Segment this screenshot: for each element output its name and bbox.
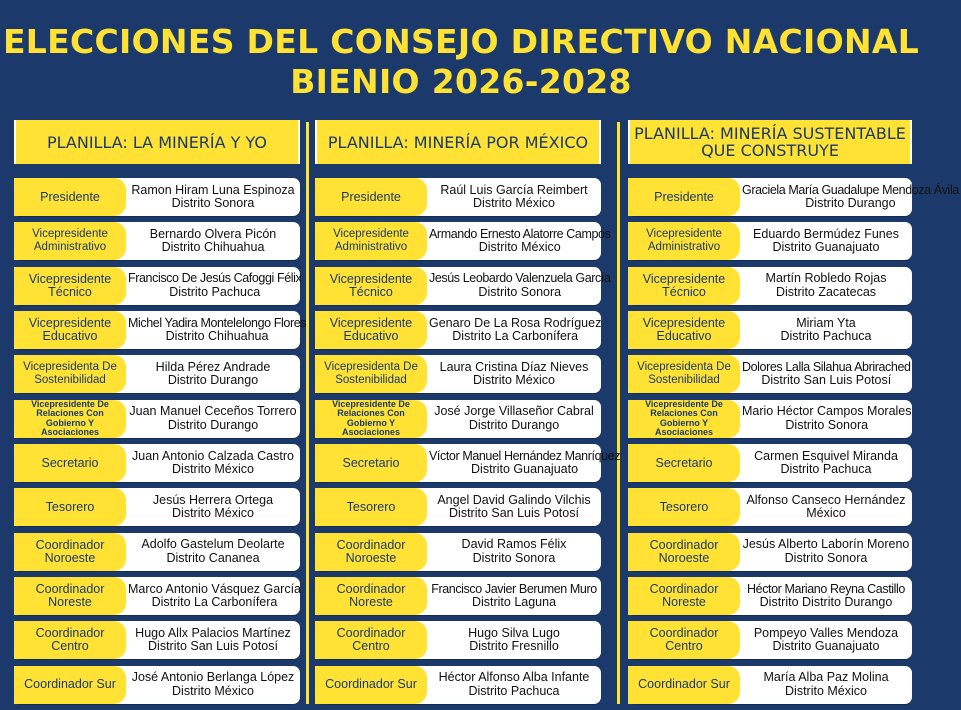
candidate-row xyxy=(14,178,300,216)
candidate-row xyxy=(14,666,300,704)
candidate-district: Distrito Sonora xyxy=(784,550,868,565)
candidate-info xyxy=(126,178,300,216)
candidate-info xyxy=(126,311,308,349)
candidate-name: José Jorge Villaseñor Cabral xyxy=(434,404,594,419)
slate-column-1 xyxy=(14,120,307,698)
candidate-row xyxy=(628,222,912,260)
position-label: Presidente xyxy=(315,178,427,216)
column-divider xyxy=(617,122,620,704)
candidate-row xyxy=(14,267,300,305)
candidate-name: Francisco Javier Berumen Muro xyxy=(431,581,597,596)
candidate-info xyxy=(126,444,300,482)
candidate-district: Distrito San Luis Potosí xyxy=(449,506,579,521)
position-label: Vicepresidente Administrativo xyxy=(14,222,126,260)
candidate-name: Francisco De Jesús Cafoggi Félix xyxy=(128,271,302,286)
position-label: Presidente xyxy=(14,178,126,216)
candidate-name: Raúl Luis García Reimbert xyxy=(440,182,588,197)
candidate-name: Marco Antonio Vásquez García xyxy=(128,581,302,596)
candidate-row xyxy=(315,444,621,482)
candidate-district: Distrito Durango xyxy=(805,196,896,210)
candidate-district: Distrito La Carbonífera xyxy=(452,329,579,344)
candidate-name: Bernardo Olvera Picón xyxy=(149,226,277,241)
candidate-district: Distrito Chihuahua xyxy=(165,329,269,344)
slate-header: PLANILLA: LA MINERÍA Y YO xyxy=(14,120,300,164)
position-label: Vicepresidente Técnico xyxy=(628,267,740,305)
candidate-row xyxy=(628,577,912,615)
candidate-district: Distrito México xyxy=(172,462,254,477)
candidate-row xyxy=(628,355,912,393)
candidate-row xyxy=(628,488,912,526)
position-label: Secretario xyxy=(14,444,126,482)
candidate-district: Distrito México xyxy=(172,506,254,521)
candidate-district: Distrito Laguna xyxy=(471,595,557,610)
candidate-name: Jesús Herrera Ortega xyxy=(152,492,274,507)
candidate-info xyxy=(740,533,912,571)
candidate-name: Hilda Pérez Andrade xyxy=(155,359,271,374)
candidate-info xyxy=(740,444,912,482)
candidate-name: Jesús Alberto Laborín Moreno xyxy=(742,537,910,552)
position-label: Vicepresidenta De Sostenibilidad xyxy=(628,355,740,393)
candidate-name: Angel David Galindo Vilchis xyxy=(437,492,591,507)
candidate-district: Distrito Fresnillo xyxy=(469,639,559,654)
candidate-info xyxy=(427,178,601,216)
candidate-name: Pompeyo Valles Mendoza xyxy=(753,625,899,640)
candidate-name: Martín Robledo Rojas xyxy=(765,271,887,286)
position-label: Coordinador Noroeste xyxy=(315,533,427,571)
candidate-name: María Alba Paz Molina xyxy=(763,670,889,685)
candidate-district: Distrito Sonora xyxy=(472,550,556,565)
candidate-row xyxy=(315,311,601,349)
candidate-name: Mario Héctor Campos Morales xyxy=(742,404,912,419)
position-label: Coordinador Centro xyxy=(315,621,427,659)
candidate-row xyxy=(315,178,601,216)
position-label: Secretario xyxy=(628,444,740,482)
candidate-district: Distrito Durango xyxy=(468,417,560,432)
position-label: Vicepresidente Administrativo xyxy=(315,222,427,260)
candidate-info xyxy=(126,222,300,260)
candidate-info xyxy=(427,621,601,659)
slate-rows xyxy=(315,178,621,710)
candidate-district: Distrito México xyxy=(478,240,561,255)
candidate-name: Miriam Yta xyxy=(796,315,856,330)
candidate-row xyxy=(315,267,611,305)
candidate-row xyxy=(14,311,307,349)
candidate-row xyxy=(628,178,959,216)
candidate-info xyxy=(126,621,300,659)
candidate-row xyxy=(315,400,601,438)
candidate-row xyxy=(628,621,912,659)
candidate-district: Distrito Pachuca xyxy=(468,683,560,698)
candidate-info xyxy=(427,400,601,438)
candidate-row xyxy=(628,444,912,482)
candidate-info xyxy=(740,400,914,438)
candidate-row xyxy=(628,400,912,438)
candidate-name: Ramon Hiram Luna Espinoza xyxy=(131,182,295,197)
slate-header: PLANILLA: MINERÍA POR MÉXICO xyxy=(315,120,601,164)
candidate-name: Genaro De La Rosa Rodríguez xyxy=(429,315,602,330)
candidate-district: Distrito México xyxy=(473,373,555,388)
candidate-district: Distrito San Luis Potosí xyxy=(148,639,278,654)
title-line-2: BIENIO 2026-2028 xyxy=(290,62,632,101)
candidate-info xyxy=(126,666,300,704)
candidate-row xyxy=(14,577,300,615)
position-label: Secretario xyxy=(315,444,427,482)
position-label: Coordinador Sur xyxy=(315,666,427,704)
candidate-info xyxy=(740,577,912,615)
position-label: Vicepresidente De Relaciones Con Gobierno Y Asociaciones xyxy=(14,400,126,438)
candidate-district: Distrito Sonora xyxy=(171,196,255,210)
candidate-name: Graciela María Guadalupe Mendoza Ávila xyxy=(742,182,959,197)
candidate-name: Laura Cristina Díaz Nieves xyxy=(439,359,589,374)
candidate-info xyxy=(740,488,912,526)
candidate-info xyxy=(740,178,961,216)
candidate-info xyxy=(740,222,912,260)
position-label: Coordinador Noreste xyxy=(315,577,427,615)
column-divider xyxy=(306,122,309,704)
candidate-district: Distrito Pachuca xyxy=(169,284,261,299)
candidate-info xyxy=(427,311,603,349)
candidate-info xyxy=(126,400,300,438)
position-label: Coordinador Noroeste xyxy=(628,533,740,571)
candidate-row xyxy=(315,533,601,571)
candidate-district: Distrito México xyxy=(785,683,867,698)
candidate-district: Distrito México xyxy=(172,683,254,698)
position-label: Coordinador Noroeste xyxy=(14,533,126,571)
candidate-row xyxy=(315,666,601,704)
candidate-district: Distrito San Luis Potosí xyxy=(761,373,892,388)
candidate-district: Distrito Durango xyxy=(167,373,259,388)
candidate-row xyxy=(14,355,300,393)
position-label: Vicepresidenta De Sostenibilidad xyxy=(14,355,126,393)
candidate-info xyxy=(126,355,300,393)
candidate-row xyxy=(315,488,601,526)
candidate-name: Alfonso Canseco Hernández xyxy=(746,492,906,507)
candidate-row xyxy=(14,621,300,659)
position-label: Vicepresidente Técnico xyxy=(315,267,427,305)
candidate-name: Héctor Mariano Reyna Castillo xyxy=(747,581,905,596)
position-label: Vicepresidente Educativo xyxy=(14,311,126,349)
candidate-district: Distrito Cananea xyxy=(166,550,260,565)
candidate-row xyxy=(628,533,912,571)
position-label: Coordinador Sur xyxy=(628,666,740,704)
position-label: Coordinador Sur xyxy=(14,666,126,704)
candidate-row xyxy=(628,666,912,704)
candidate-info xyxy=(427,355,601,393)
slate-column-2 xyxy=(315,120,621,698)
candidate-info xyxy=(427,577,601,615)
candidate-name: Hugo Allx Palacios Martínez xyxy=(135,625,291,640)
candidate-row xyxy=(628,311,912,349)
candidate-district: Distrito Sonora xyxy=(785,417,869,432)
position-label: Coordinador Noreste xyxy=(628,577,740,615)
candidate-district: Distrito Durango xyxy=(167,417,259,432)
candidate-district: Distrito Pachuca xyxy=(780,329,872,344)
candidate-row xyxy=(14,444,300,482)
position-label: Vicepresidente Técnico xyxy=(14,267,126,305)
candidate-info xyxy=(126,533,300,571)
page-title xyxy=(0,22,922,102)
candidate-info xyxy=(740,355,913,393)
candidate-row xyxy=(315,621,601,659)
candidate-name: Héctor Alfonso Alba Infante xyxy=(438,670,590,685)
candidate-name: Jesús Leobardo Valenzuela García xyxy=(429,271,611,286)
candidate-district: Distrito Guanajuato xyxy=(471,462,579,477)
slate-header: PLANILLA: MINERÍA SUSTENTABLE QUE CONSTRUYE xyxy=(628,120,912,164)
candidate-district: Distrito Pachuca xyxy=(780,462,872,477)
candidate-row xyxy=(14,488,300,526)
position-label: Vicepresidente De Relaciones Con Gobierno Y Asociaciones xyxy=(628,400,740,438)
candidate-district: Distrito México xyxy=(473,196,555,210)
slate-column-3 xyxy=(628,120,959,698)
candidate-row xyxy=(14,533,300,571)
candidate-info xyxy=(427,533,601,571)
candidate-district: Distrito Sonora xyxy=(478,284,562,299)
candidate-name: David Ramos Félix xyxy=(461,537,567,552)
slate-rows xyxy=(628,178,959,710)
position-label: Vicepresidente Educativo xyxy=(315,311,427,349)
candidate-district: Distrito Guanajuato xyxy=(772,639,880,654)
candidate-name: José Antonio Berlanga López xyxy=(131,670,295,685)
candidate-info xyxy=(740,666,912,704)
candidate-district: Distrito Zacatecas xyxy=(775,284,877,299)
candidate-district: Distrito Chihuahua xyxy=(161,240,265,255)
candidate-info xyxy=(126,488,300,526)
candidate-info xyxy=(740,621,912,659)
candidate-info xyxy=(427,666,601,704)
position-label: Tesorero xyxy=(14,488,126,526)
candidate-row xyxy=(315,577,601,615)
title-line-1: ELECCIONES DEL CONSEJO DIRECTIVO NACIONAL xyxy=(2,22,920,61)
position-label: Presidente xyxy=(628,178,740,216)
candidate-name: Juan Manuel Ceceños Torrero xyxy=(129,404,297,419)
position-label: Vicepresidente De Relaciones Con Gobierno Y Asociaciones xyxy=(315,400,427,438)
position-label: Vicepresidenta De Sostenibilidad xyxy=(315,355,427,393)
slate-rows xyxy=(14,178,307,710)
candidate-info xyxy=(427,267,613,305)
candidate-district: Distrito Guanajuato xyxy=(772,240,880,255)
position-label: Tesorero xyxy=(628,488,740,526)
candidate-district: México xyxy=(806,506,846,521)
candidate-name: Adolfo Gastelum Deolarte xyxy=(141,537,285,552)
candidate-row xyxy=(628,267,912,305)
candidate-name: Carmen Esquivel Miranda xyxy=(754,448,898,463)
candidate-info xyxy=(427,444,622,482)
candidate-row xyxy=(315,355,601,393)
candidate-district: Distrito Distrito Durango xyxy=(759,595,893,610)
candidate-row xyxy=(14,222,300,260)
candidate-row xyxy=(315,222,611,260)
candidate-name: Armando Ernesto Alatorre Campos xyxy=(429,226,611,241)
candidate-name: Juan Antonio Calzada Castro xyxy=(132,448,294,463)
position-label: Coordinador Noreste xyxy=(14,577,126,615)
position-label: Vicepresidente Administrativo xyxy=(628,222,740,260)
candidate-info xyxy=(427,222,612,260)
candidate-info xyxy=(427,488,601,526)
candidate-name: Dolores Lalla Silahua Abrirached xyxy=(742,359,911,374)
candidate-name: Eduardo Bermúdez Funes xyxy=(753,226,899,241)
candidate-info xyxy=(740,311,912,349)
position-label: Coordinador Centro xyxy=(628,621,740,659)
position-label: Coordinador Centro xyxy=(14,621,126,659)
candidate-name: Hugo Silva Lugo xyxy=(468,625,560,640)
candidate-info xyxy=(740,267,912,305)
position-label: Vicepresidente Educativo xyxy=(628,311,740,349)
position-label: Tesorero xyxy=(315,488,427,526)
candidate-info xyxy=(126,267,303,305)
candidate-info xyxy=(126,577,303,615)
candidate-row xyxy=(14,400,300,438)
candidate-name: Víctor Manuel Hernández Manríquez xyxy=(429,448,621,463)
candidate-district: Distrito La Carbonífera xyxy=(151,595,278,610)
candidate-name: Michel Yadira Montelelongo Flores xyxy=(128,315,307,330)
